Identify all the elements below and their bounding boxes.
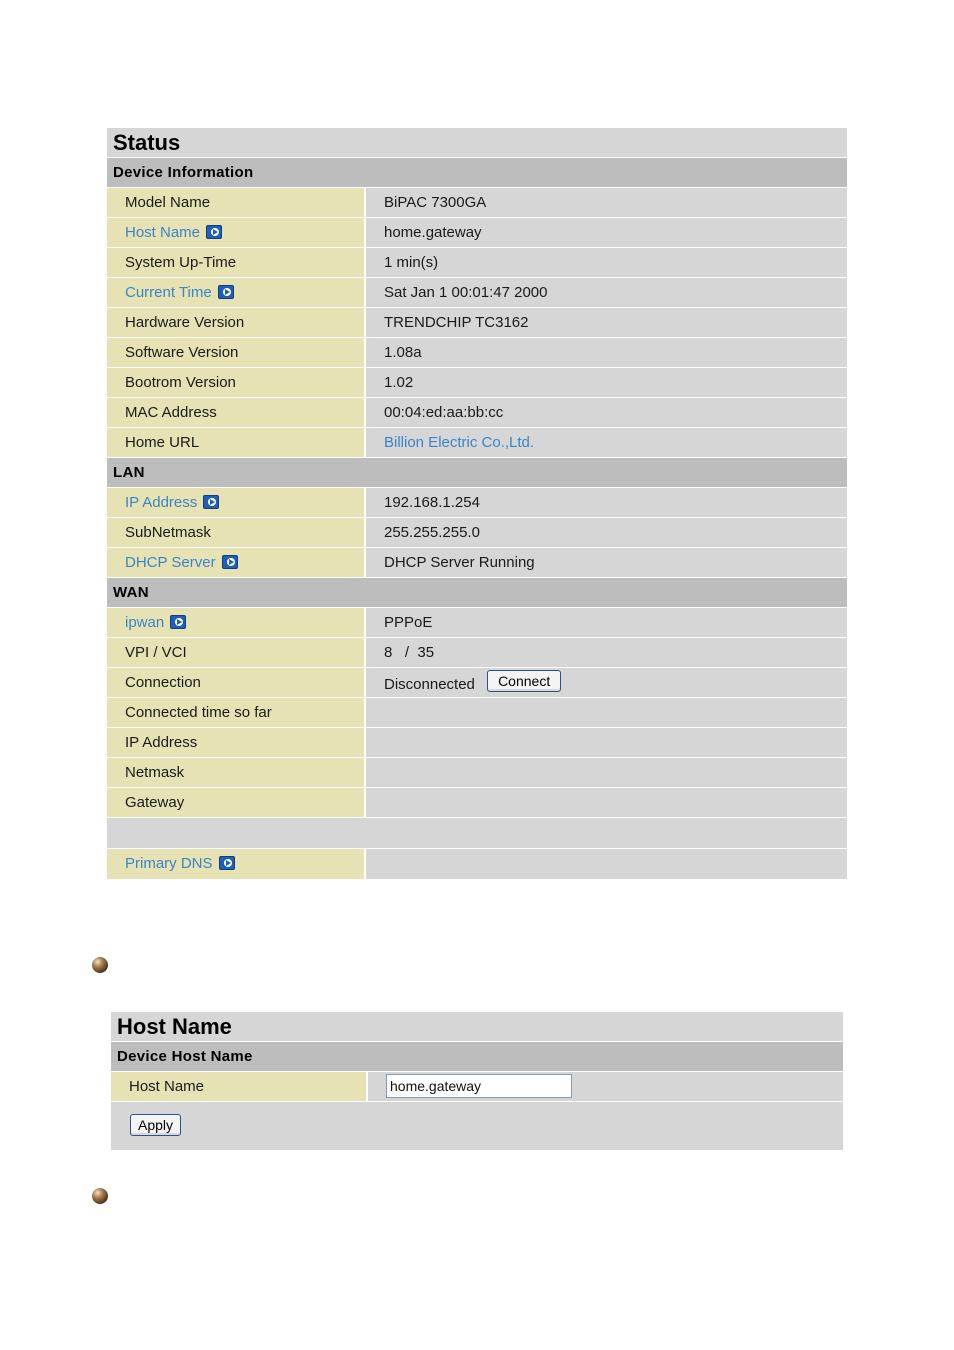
connection-label: Connection: [107, 668, 366, 697]
software-version-label: Software Version: [107, 338, 366, 367]
model-name-label: Model Name: [107, 188, 366, 217]
host-name-input[interactable]: [386, 1074, 572, 1098]
row-system-uptime: [107, 248, 847, 278]
lan-heading: LAN: [107, 458, 847, 488]
bootrom-version-label: Bootrom Version: [107, 368, 366, 397]
subnetmask-value: 255.255.255.0: [366, 518, 847, 547]
host-name-title: Host Name: [111, 1012, 843, 1042]
row-gateway: [107, 788, 847, 818]
current-time-link[interactable]: [107, 278, 366, 307]
subnetmask-label: SubNetmask: [107, 518, 366, 547]
row-wan-ip-address: [107, 728, 847, 758]
gateway-value: [366, 788, 847, 817]
home-url-label: Home URL: [107, 428, 366, 457]
model-name-value: BiPAC 7300GA: [366, 188, 847, 217]
device-information-heading: Device Information: [107, 158, 847, 188]
row-subnetmask: [107, 518, 847, 548]
row-primary-dns: [107, 849, 847, 879]
ipwan-link[interactable]: [107, 608, 366, 637]
vpi-vci-value: 8 / 35: [366, 638, 847, 667]
row-connected-time: [107, 698, 847, 728]
primary-dns-link-text[interactable]: Primary DNS: [125, 855, 213, 872]
arrow-icon[interactable]: [218, 285, 234, 299]
connection-status: Disconnected: [384, 676, 475, 693]
row-ipwan: [107, 608, 847, 638]
ipwan-link-text[interactable]: ipwan: [125, 614, 165, 631]
dhcp-server-link-text[interactable]: DHCP Server: [125, 554, 216, 571]
netmask-label: Netmask: [107, 758, 366, 787]
row-host-name-field: [111, 1072, 843, 1102]
arrow-icon[interactable]: [203, 495, 219, 509]
arrow-icon[interactable]: [222, 555, 238, 569]
gateway-label: Gateway: [107, 788, 366, 817]
apply-row: [111, 1102, 843, 1150]
primary-dns-value: [366, 849, 847, 879]
host-name-field-cell: [368, 1072, 843, 1101]
ipwan-value: PPPoE: [366, 608, 847, 637]
bootrom-version-value: 1.02: [366, 368, 847, 397]
host-name-link-text[interactable]: Host Name: [125, 224, 201, 241]
home-url-link[interactable]: Billion Electric Co.,Ltd.: [366, 428, 847, 457]
row-dhcp-server: [107, 548, 847, 578]
dhcp-server-link[interactable]: [107, 548, 366, 577]
row-host-name: [107, 218, 847, 248]
lan-ip-address-link[interactable]: [107, 488, 366, 517]
primary-dns-link[interactable]: [107, 849, 366, 879]
row-mac-address: [107, 398, 847, 428]
row-netmask: [107, 758, 847, 788]
arrow-icon[interactable]: [219, 856, 235, 870]
row-model-name: [107, 188, 847, 218]
host-name-panel: [111, 1012, 843, 1150]
connected-time-label: Connected time so far: [107, 698, 366, 727]
hardware-version-label: Hardware Version: [107, 308, 366, 337]
connected-time-value: [366, 698, 847, 727]
row-bootrom-version: [107, 368, 847, 398]
bullet-icon: [92, 1188, 108, 1204]
lan-ip-address-value: 192.168.1.254: [366, 488, 847, 517]
status-title: Status: [107, 128, 847, 158]
wan-ip-address-label: IP Address: [107, 728, 366, 757]
mac-address-value: 00:04:ed:aa:bb:cc: [366, 398, 847, 427]
row-vpi-vci: [107, 638, 847, 668]
connect-button[interactable]: Connect: [487, 670, 561, 692]
row-lan-ip-address: [107, 488, 847, 518]
arrow-icon[interactable]: [170, 615, 186, 629]
current-time-value: Sat Jan 1 00:01:47 2000: [366, 278, 847, 307]
row-home-url: [107, 428, 847, 458]
vpi-vci-label: VPI / VCI: [107, 638, 366, 667]
current-time-link-text[interactable]: Current Time: [125, 284, 212, 301]
apply-button[interactable]: Apply: [130, 1114, 181, 1136]
row-current-time: [107, 278, 847, 308]
system-uptime-value: 1 min(s): [366, 248, 847, 277]
system-uptime-label: System Up-Time: [107, 248, 366, 277]
row-hardware-version: [107, 308, 847, 338]
host-name-value: home.gateway: [366, 218, 847, 247]
arrow-icon[interactable]: [206, 225, 222, 239]
device-host-name-heading: Device Host Name: [111, 1042, 843, 1072]
hardware-version-value: TRENDCHIP TC3162: [366, 308, 847, 337]
connection-value-cell: [366, 668, 847, 697]
row-connection: [107, 668, 847, 698]
row-software-version: [107, 338, 847, 368]
mac-address-label: MAC Address: [107, 398, 366, 427]
host-name-field-label: Host Name: [111, 1072, 368, 1101]
spacer-row: [107, 818, 847, 849]
wan-ip-address-value: [366, 728, 847, 757]
lan-ip-address-link-text[interactable]: IP Address: [125, 494, 198, 511]
wan-heading: WAN: [107, 578, 847, 608]
bullet-icon: [92, 957, 108, 973]
software-version-value: 1.08a: [366, 338, 847, 367]
dhcp-server-value: DHCP Server Running: [366, 548, 847, 577]
status-panel: [107, 128, 847, 879]
netmask-value: [366, 758, 847, 787]
host-name-link[interactable]: [107, 218, 366, 247]
